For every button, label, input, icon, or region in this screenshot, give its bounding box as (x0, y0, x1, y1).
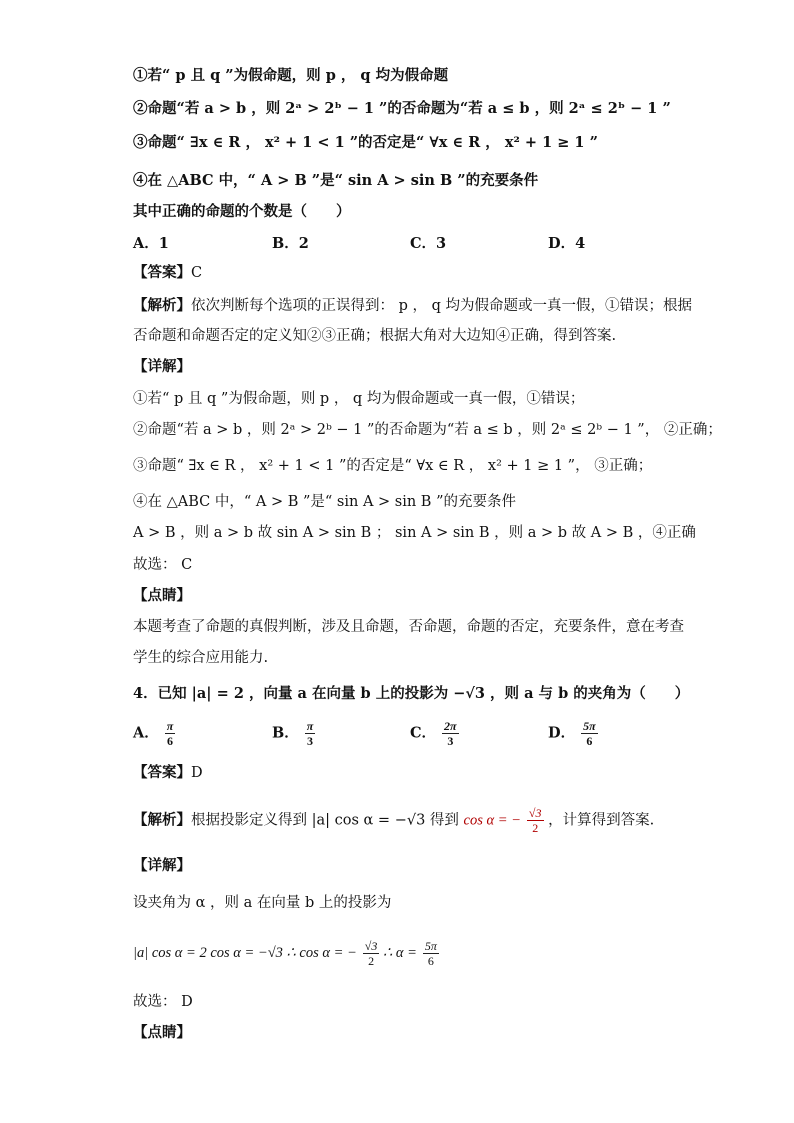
q4-detail-formula (133, 938, 439, 968)
q4-analysis-frac-den: 2 (532, 821, 539, 835)
q4-formula-frac2-den: 6 (427, 954, 434, 969)
statement-1: ①若“ p 且 q ”为假命题，则 p ， q 均为假命题 (133, 67, 449, 84)
detail-line-2: ②命题“若 a > b ，则 2ᵃ > 2ᵇ − 1 ”的否命题为“若 a ≤ b ，则 2ᵃ ≤ 2ᵇ − 1 ”， ②正确； (133, 422, 722, 438)
q4-detail-line-1: 设夹角为 α ，则 a 在向量 b 上的投影为 (133, 895, 392, 911)
q4-option-d-num: 5π (583, 719, 596, 733)
q4-detail-choose: 故选： D (133, 994, 193, 1010)
q4-option-b-den: 3 (307, 734, 314, 748)
q4-answer-value: D (191, 765, 203, 781)
detail-line-1: ①若“ p 且 q ”为假命题，则 p ， q 均为假命题或一真一假，①错误； (133, 391, 585, 407)
detail-choose: 故选： C (133, 557, 193, 573)
q4-formula-pre: |a| cos α = 2 cos α = −√3 ∴ cos α = − (133, 945, 357, 961)
question-prompt: 其中正确的命题的个数是（ ） (133, 203, 351, 220)
q4-formula-mid: ∴ α = (383, 945, 417, 961)
comment-line-2: 学生的综合应用能力. (133, 650, 269, 666)
option-a: A．1 (133, 235, 169, 252)
q4-option-b-fraction (305, 719, 316, 748)
q4-option-c-letter: C． (410, 724, 437, 742)
q4-analysis-post: ，计算得到答案. (548, 812, 655, 829)
comment-line-1: 本题考查了命题的真假判断，涉及且命题，否命题，命题的否定，充要条件，意在考查 (133, 619, 684, 635)
q4-formula-frac2-num: 5π (424, 939, 437, 954)
q4-formula-frac-1 (363, 939, 380, 968)
q4-option-c-den: 3 (447, 734, 454, 748)
q4-option-d-fraction (581, 719, 598, 748)
answer-value: C (191, 265, 203, 281)
statement-3: ③命题“ ∃x ∈ R ， x² + 1 < 1 ”的否定是“ ∀x ∈ R ， x² + 1 ≥ 1 ” (133, 134, 598, 151)
comment-tag: 【点睛】 (133, 587, 191, 604)
analysis-text-1: 依次判断每个选项的正误得到： p ， q 均为假命题或一真一假，①错误；根据 (191, 298, 692, 314)
detail-line-4: ④在 △ABC 中，“ A > B ”是“ sin A > sin B ”的充要条件 (133, 494, 516, 510)
q4-option-d-den: 6 (586, 734, 593, 748)
statement-2: ②命题“若 a > b ，则 2ᵃ > 2ᵇ − 1 ”的否命题为“若 a ≤ b ，则 2ᵃ ≤ 2ᵇ − 1 ” (133, 100, 671, 117)
answer-tag: 【答案】 (133, 264, 191, 281)
q4-option-a-num: π (166, 719, 174, 733)
q4-stem: 4．已知 |a| = 2 ，向量 a 在向量 b 上的投影为 −√3 ，则 a 与 b 的夹角为（ ） (133, 685, 690, 702)
q4-analysis-frac-num: √3 (528, 806, 542, 820)
detail-tag: 【详解】 (133, 358, 191, 375)
analysis-line-1 (133, 296, 692, 316)
q4-option-a-fraction (165, 719, 176, 748)
q4-formula-frac-2 (423, 939, 439, 968)
q4-option-c (410, 719, 459, 748)
option-c: C．3 (410, 235, 447, 252)
q4-option-a-den: 6 (167, 734, 174, 748)
q4-analysis-row (133, 806, 654, 835)
q4-comment-tag: 【点睛】 (133, 1024, 191, 1041)
analysis-tag: 【解析】 (133, 297, 191, 314)
q4-analysis-red: cos α = − (463, 812, 521, 829)
q4-formula-frac1-den: 2 (368, 954, 375, 969)
q4-option-b-num: π (306, 719, 314, 733)
answer-row (133, 263, 202, 283)
q4-formula-frac1-num: √3 (364, 939, 378, 954)
option-d: D．4 (548, 235, 586, 252)
q4-analysis-pre: 根据投影定义得到 |a| cos α = −√3 得到 (191, 812, 459, 829)
q4-option-b-letter: B． (272, 724, 299, 742)
q4-option-c-fraction (442, 719, 459, 748)
q4-answer-tag: 【答案】 (133, 764, 191, 781)
q4-option-d (548, 719, 598, 748)
q4-analysis-tag: 【解析】 (133, 811, 191, 829)
statement-4: ④在 △ABC 中，“ A > B ”是“ sin A > sin B ”的充要条件 (133, 172, 539, 189)
q4-analysis-fraction (527, 806, 544, 835)
q4-answer-row (133, 763, 203, 783)
q4-detail-tag: 【详解】 (133, 857, 191, 874)
detail-line-3: ③命题“ ∃x ∈ R ， x² + 1 < 1 ”的否定是“ ∀x ∈ R ， x² + 1 ≥ 1 ”， ③正确； (133, 458, 653, 474)
q4-option-a (133, 719, 175, 748)
analysis-line-2: 否命题和命题否定的定义知②③正确；根据大角对大边知④正确，得到答案. (133, 328, 617, 344)
option-b: B．2 (272, 235, 309, 252)
q4-option-d-letter: D． (548, 724, 576, 742)
detail-line-5: A > B ，则 a > b 故 sin A > sin B ； sin A > sin B ，则 a > b 故 A > B ，④正确 (133, 525, 696, 541)
q4-option-b (272, 719, 315, 748)
q4-option-a-letter: A． (133, 724, 159, 742)
q4-option-c-num: 2π (444, 719, 457, 733)
